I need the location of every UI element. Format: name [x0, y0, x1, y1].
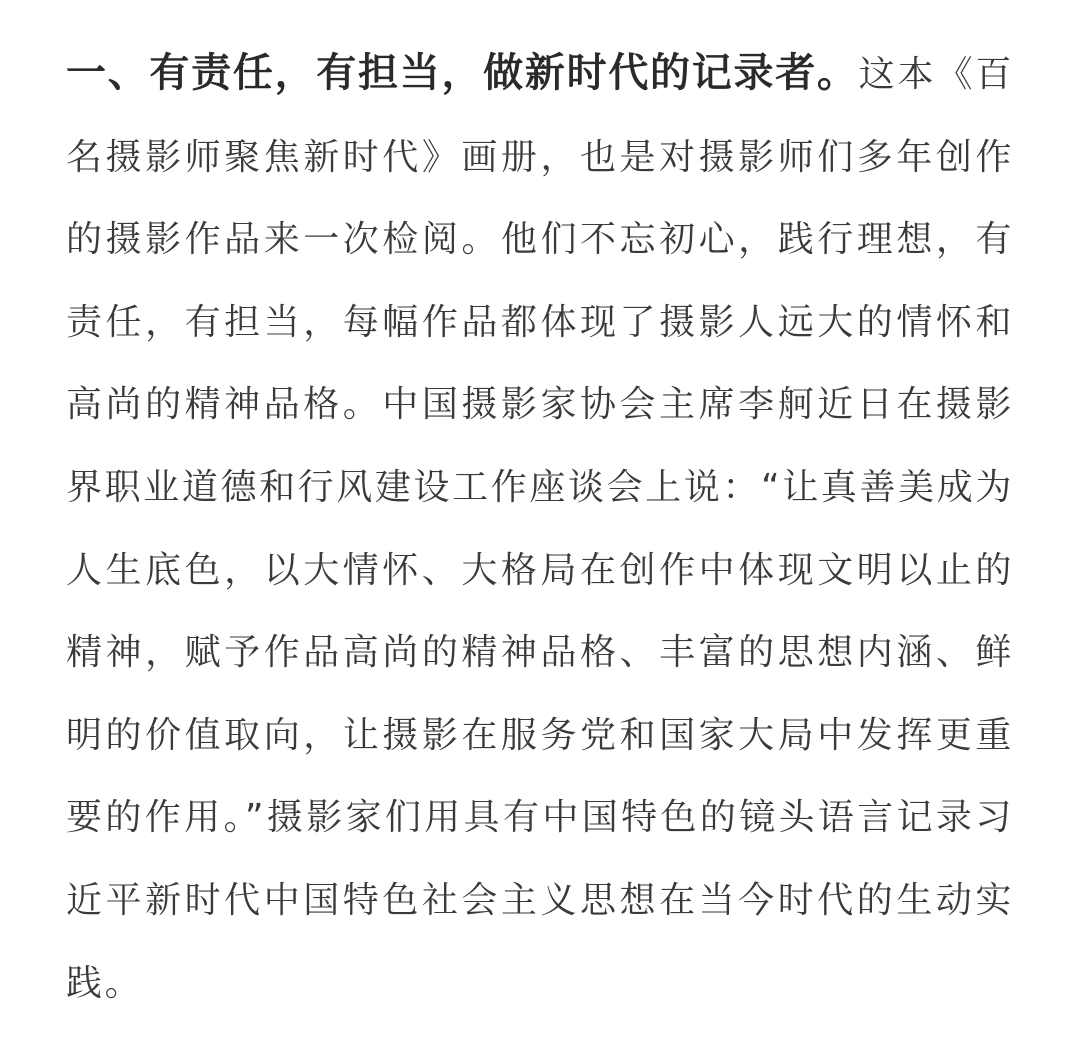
article-paragraph: [66, 32, 1014, 1025]
paragraph-text: 这本《百名摄影师聚焦新时代》画册，也是对摄影师们多年创作的摄影作品来一次检阅。他们不忘初心，践行理想，有责任，有担当，每幅作品都体现了摄影人远大的情怀和高尚的精神品格。中国摄影家协会主席李舸近日在摄影界职业道德和行风建设工作座谈会上说：“让真善美成为人生底色，以大情怀、大格局在创作中体现文明以止的精神，赋予作品高尚的精神品格、丰富的思想内涵、鲜明的价值取向，让摄影在服务党和国家大局中发挥更重要的作用。”摄影家们用具有中国特色的镜头语言记录习近平新时代中国特色社会主义思想在当今时代的生动实践。: [66, 54, 1014, 1004]
section-heading: 一、有责任，有担当，做新时代的记录者。: [66, 50, 859, 96]
